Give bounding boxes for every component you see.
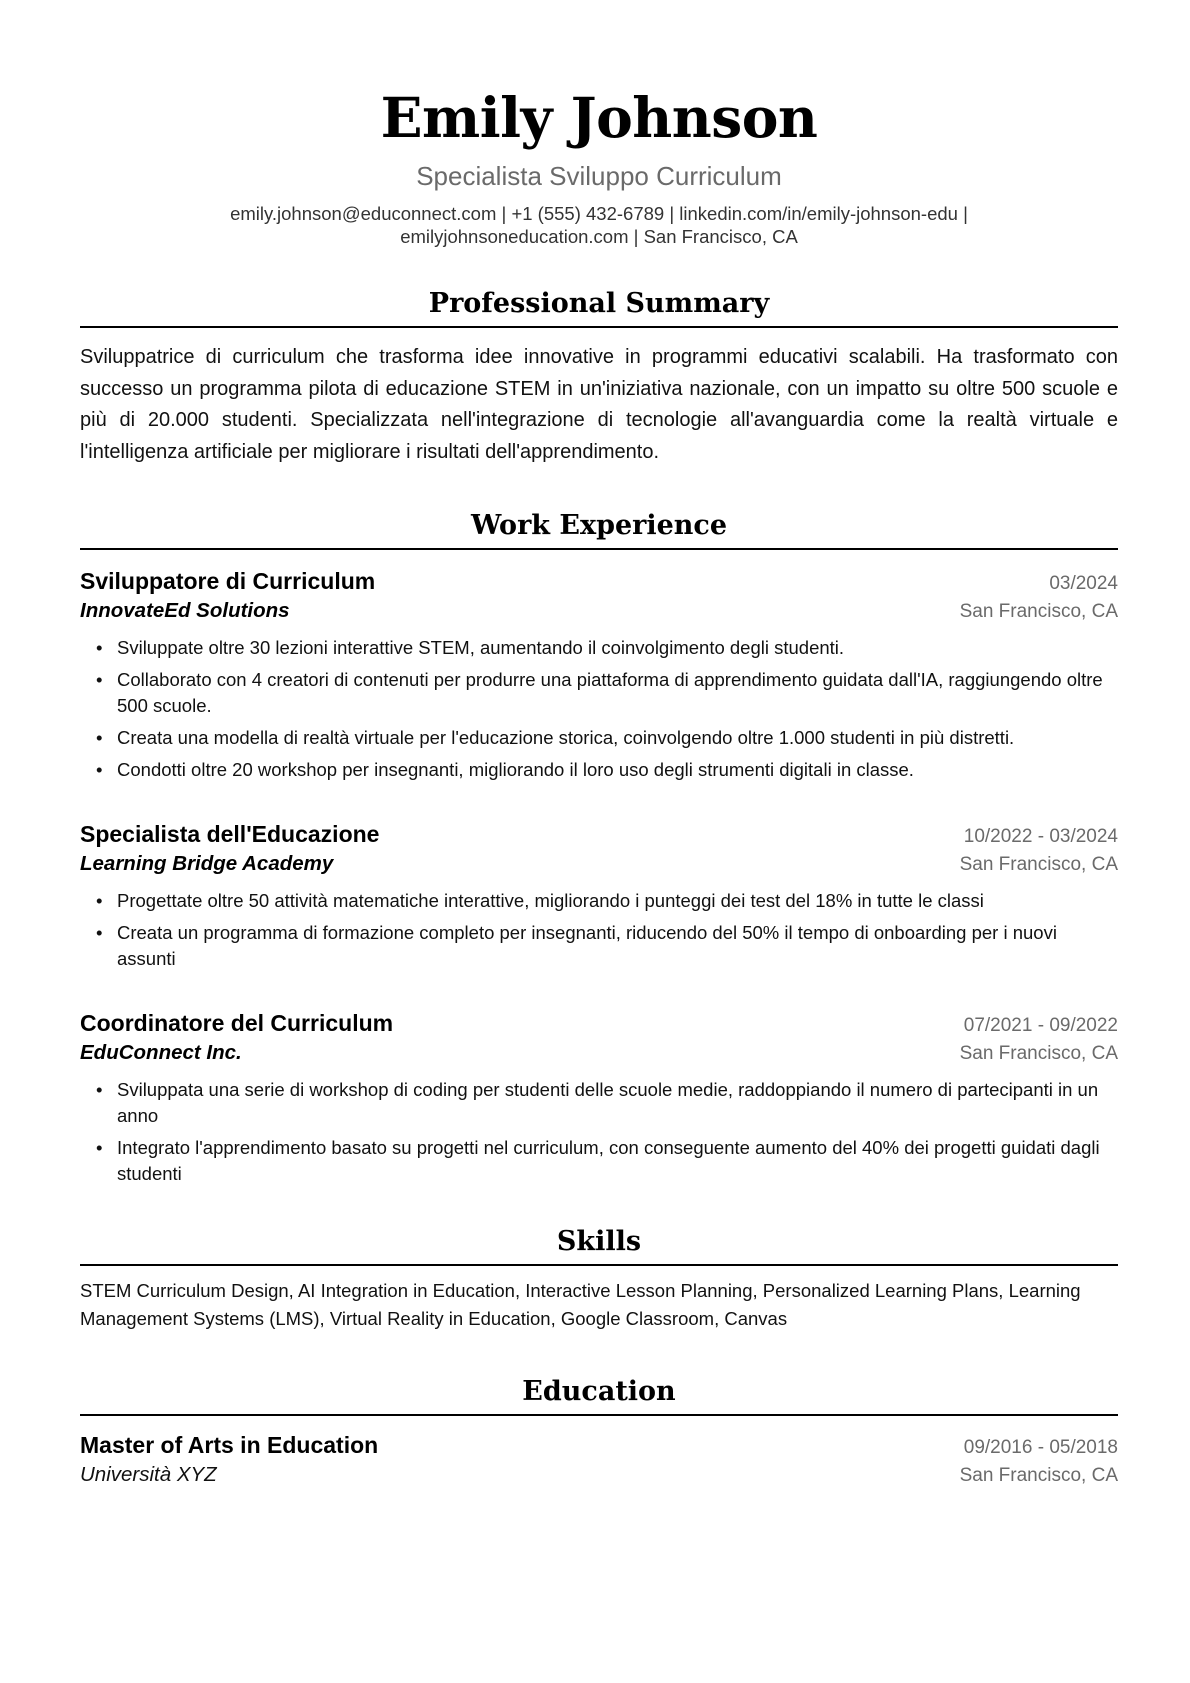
education-entry: [80, 1430, 1118, 1490]
resume-header: [80, 0, 1118, 248]
company-name: InnovateEd Solutions: [80, 599, 290, 622]
summary-section: [80, 287, 1118, 468]
job-bullet: • Integrato l'apprendimento basato su progetti nel curriculum, con conseguente aumento del 40% dei progetti guidati dagli studenti: [117, 1135, 1118, 1187]
section-divider: [80, 548, 1118, 550]
summary-text: Sviluppatrice di curriculum che trasforma idee innovative in programmi educativi scalabili. Ha trasformato con successo un programma pilota di educazione STEM in un'iniziativa nazionale, con un impatto su oltre 500 scuole e più di 20.000 studenti. Specializzata nell'integrazione di tecnologie all'avanguardia come la realtà virtuale e l'intelligenza artificiale per migliorare i risultati dell'apprendimento.: [80, 346, 1118, 463]
job-bullet: • Collaborato con 4 creatori di contenuti per produrre una piattaforma di apprendimento guidata dall'IA, raggiungendo oltre 500 scuole.: [117, 667, 1118, 719]
candidate-title: Specialista Sviluppo Curriculum: [416, 161, 782, 191]
degree-title: Master of Arts in Education: [80, 1432, 379, 1458]
job-entry: [80, 819, 1118, 972]
job-title: Coordinatore del Curriculum: [80, 1010, 394, 1036]
job-date: 03/2024: [1049, 573, 1118, 594]
job-location: San Francisco, CA: [959, 1043, 1118, 1064]
job-date: 07/2021 - 09/2022: [963, 1015, 1118, 1036]
job-bullet: • Sviluppata una serie di workshop di coding per studenti delle scuole medie, raddoppiando il numero di partecipanti in un anno: [117, 1077, 1118, 1129]
company-name: Learning Bridge Academy: [80, 852, 334, 875]
education-date: 09/2016 - 05/2018: [963, 1437, 1118, 1458]
job-bullet: • Condotti oltre 20 workshop per insegnanti, migliorando il loro uso degli strumenti digitali in classe.: [117, 757, 1118, 783]
job-location: San Francisco, CA: [959, 854, 1118, 875]
job-bullet: • Creata una modella di realtà virtuale per l'educazione storica, coinvolgendo oltre 1.000 studenti in più distretti.: [117, 725, 1118, 751]
candidate-name: Emily Johnson: [380, 85, 818, 150]
education-heading: Education: [522, 1376, 676, 1407]
job-bullets: [80, 635, 1118, 783]
skills-section: [80, 1225, 1118, 1333]
job-bullets: [80, 1077, 1118, 1187]
job-bullet: • Sviluppate oltre 30 lezioni interattive STEM, aumentando il coinvolgimento degli studenti.: [117, 635, 1118, 661]
education-section: [80, 1375, 1118, 1490]
job-bullet: • Progettate oltre 50 attività matematiche interattive, migliorando i punteggi dei test del 18% in tutte le classi: [117, 888, 1118, 914]
company-name: EduConnect Inc.: [80, 1041, 242, 1064]
section-divider: [80, 1414, 1118, 1416]
job-date: 10/2022 - 03/2024: [963, 826, 1118, 847]
work-experience-section: [80, 509, 1118, 1187]
job-entry: [80, 566, 1118, 783]
school-name: Università XYZ: [80, 1463, 217, 1486]
job-title: Sviluppatore di Curriculum: [80, 568, 376, 594]
section-divider: [80, 326, 1118, 328]
education-location: San Francisco, CA: [959, 1465, 1118, 1486]
job-bullets: [80, 888, 1118, 972]
resume-page: [80, 0, 1118, 1490]
job-title: Specialista dell'Educazione: [80, 821, 380, 847]
contact-line-2: emilyjohnsoneducation.com | San Francisco, CA: [400, 226, 798, 247]
work-experience-heading: Work Experience: [470, 510, 728, 541]
skills-heading: Skills: [556, 1226, 642, 1257]
job-bullet: • Creata un programma di formazione completo per insegnanti, riducendo del 50% il tempo di onboarding per i nuovi assunti: [117, 920, 1118, 972]
job-location: San Francisco, CA: [959, 601, 1118, 622]
contact-line-1: emily.johnson@educonnect.com | +1 (555) 432-6789 | linkedin.com/in/emily-johnson-edu |: [230, 203, 968, 224]
skills-text: STEM Curriculum Design, AI Integration in Education, Interactive Lesson Planning, Personalized Learning Plans, Learning Management Systems (LMS), Virtual Reality in Education, Google Classroom, Canvas: [80, 1280, 1081, 1329]
section-divider: [80, 1264, 1118, 1266]
job-entry: [80, 1008, 1118, 1187]
contact-info: [80, 202, 1118, 248]
summary-heading: Professional Summary: [428, 288, 770, 319]
